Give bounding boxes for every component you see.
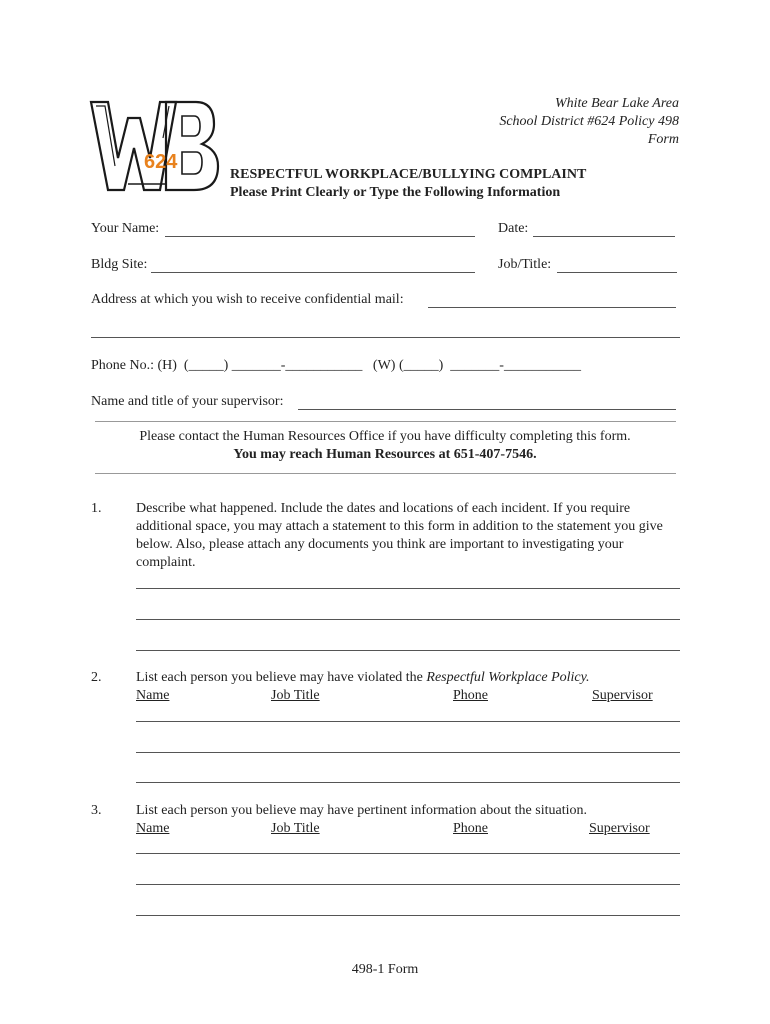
q2-text-plain: List each person you believe may have violated the (136, 670, 427, 685)
q1-number: 1. (91, 501, 102, 516)
q3-col-name: Name (136, 821, 170, 836)
q2-col-name: Name (136, 688, 170, 703)
q3-text: List each person you believe may have pertinent information about the situation. (136, 803, 587, 818)
q1-answer-line-3[interactable] (136, 650, 680, 651)
contact-divider-top (95, 421, 676, 422)
q3-answer-line-2[interactable] (136, 884, 680, 885)
q2-text (136, 670, 590, 686)
q3-col-supervisor: Supervisor (589, 821, 650, 836)
q1-answer-line-1[interactable] (136, 588, 680, 589)
address-line-2[interactable] (91, 337, 680, 338)
q3-col-job-title: Job Title (271, 821, 320, 836)
page-footer: 498-1 Form (351, 962, 419, 977)
q2-number: 2. (91, 670, 102, 685)
q3-answer-line-1[interactable] (136, 853, 680, 854)
bldg-site-label: Bldg Site: (91, 257, 148, 272)
form-subtitle: Please Print Clearly or Type the Following Information (230, 185, 561, 200)
q2-answer-line-1[interactable] (136, 721, 680, 722)
q1-text: Describe what happened. Include the dates and locations of each incident. If you require additional space, you may attach a statement to this form in addition to the statement you give below. Also, please attach any documents you think are important to investigating your complaint. (136, 501, 663, 570)
form-title: RESPECTFUL WORKPLACE/BULLYING COMPLAINT (230, 167, 587, 182)
q3-col-phone: Phone (453, 821, 488, 836)
header-line-2: School District #624 Policy 498 (499, 114, 679, 129)
q2-col-job-title: Job Title (271, 688, 320, 703)
your-name-label: Your Name: (91, 221, 160, 236)
bldg-site-line[interactable] (151, 272, 475, 273)
job-title-label: Job/Title: (498, 257, 552, 272)
q2-col-phone: Phone (453, 688, 488, 703)
q3-answer-line-3[interactable] (136, 915, 680, 916)
your-name-line[interactable] (165, 236, 475, 237)
supervisor-line[interactable] (298, 409, 676, 410)
date-label: Date: (498, 221, 529, 236)
header-line-1: White Bear Lake Area (554, 96, 679, 111)
phone-label[interactable]: Phone No.: (H) (_____) _______-___________ (W) (_____) _______-___________ (91, 358, 581, 373)
logo-w-shape (91, 102, 176, 190)
supervisor-label: Name and title of your supervisor: (91, 394, 284, 409)
contact-divider-bottom (95, 473, 676, 474)
header-line-3: Form (647, 132, 679, 147)
job-title-line[interactable] (557, 272, 677, 273)
q2-policy-name: Respectful Workplace Policy. (426, 670, 590, 685)
contact-line-1: Please contact the Human Resources Office if you have difficulty completing this form. (139, 429, 631, 444)
district-logo (88, 96, 220, 196)
contact-line-2: You may reach Human Resources at 651-407-7546. (233, 447, 537, 462)
q2-col-supervisor: Supervisor (592, 688, 653, 703)
logo-number: 624 (144, 151, 178, 173)
q1-answer-line-2[interactable] (136, 619, 680, 620)
address-label: Address at which you wish to receive confidential mail: (91, 292, 404, 307)
date-line[interactable] (533, 236, 675, 237)
q2-answer-line-3[interactable] (136, 782, 680, 783)
address-line-1[interactable] (428, 307, 676, 308)
q3-number: 3. (91, 803, 102, 818)
q2-answer-line-2[interactable] (136, 752, 680, 753)
